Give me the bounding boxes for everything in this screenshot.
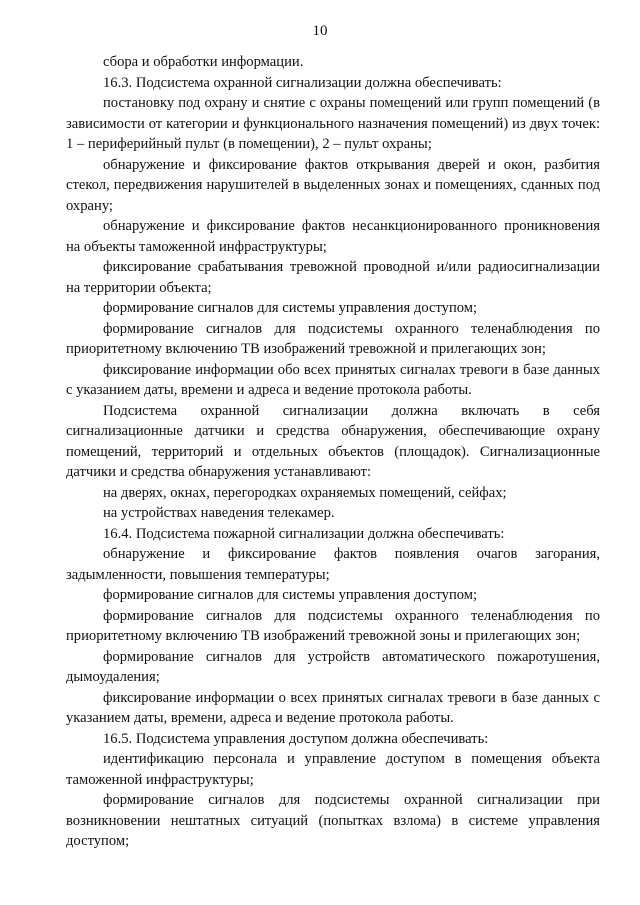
paragraph: обнаружение и фиксирование фактов открывания дверей и окон, разбития стекол, передвижения нарушителей в выделенных зонах и помещениях, сданных под охрану; — [66, 156, 600, 214]
paragraph: формирование сигналов для системы управления доступом; — [103, 300, 478, 316]
paragraph: фиксирование информации обо всех принятых сигналах тревоги в базе данных с указанием даты, времени и адреса и ведение протокола работы. — [66, 361, 600, 398]
section-heading-16-5: 16.5. Подсистема управления доступом должна обеспечивать: — [103, 730, 489, 747]
page-number: 10 — [312, 23, 328, 39]
paragraph: формирование сигналов для подсистемы охранного теленаблюдения по приоритетному включению ТВ изображений тревожной и прилегающих зон; — [66, 320, 600, 357]
paragraph: обнаружение и фиксирование фактов несанкционированного проникновения на объекты таможенной инфраструктуры; — [66, 218, 600, 255]
paragraph: фиксирование информации о всех принятых сигналах тревоги в базе данных с указанием даты, времени, адреса и ведение протокола работы. — [66, 689, 600, 726]
paragraph: формирование сигналов для подсистемы охранного теленаблюдения по приоритетному включению ТВ изображений тревожной зоны и прилегающих зон; — [66, 607, 600, 644]
paragraph: на устройствах наведения телекамер. — [103, 505, 335, 521]
paragraph: формирование сигналов для устройств автоматического пожаротушения, дымоудаления; — [66, 648, 600, 685]
document-body — [66, 52, 600, 852]
paragraph: обнаружение и фиксирование фактов появления очагов загорания, задымленности, повышения температуры; — [66, 546, 600, 583]
paragraph: сбора и обработки информации. — [103, 54, 304, 70]
paragraph: формирование сигналов для подсистемы охранной сигнализации при возникновении нештатных ситуаций (попытках взлома) в системе управления доступом; — [66, 792, 600, 849]
paragraph: на дверях, окнах, перегородках охраняемых помещений, сейфах; — [103, 484, 507, 501]
section-heading-16-4: 16.4. Подсистема пожарной сигнализации должна обеспечивать: — [103, 525, 505, 542]
paragraph: фиксирование срабатывания тревожной проводной и/или радиосигнализации на территории объекта; — [66, 259, 600, 296]
paragraph: идентификацию персонала и управление доступом в помещения объекта таможенной инфраструктуры; — [66, 751, 600, 788]
section-heading-16-3: 16.3. Подсистема охранной сигнализации должна обеспечивать: — [103, 74, 502, 91]
paragraph: формирование сигналов для системы управления доступом; — [103, 587, 478, 603]
paragraph: постановку под охрану и снятие с охраны помещений или групп помещений (в зависимости от категории и функционального назначения помещений) из двух точек: 1 – периферийный пульт (в помещении), 2 – пульт охраны; — [66, 95, 600, 152]
paragraph: Подсистема охранной сигнализации должна включать в себя сигнализационные датчики и средства обнаружения, обеспечивающие охрану помещений, территорий и отдельных объектов (площадок). Сигнализационные датчики и средства обнаружения устанавливают: — [66, 402, 600, 480]
